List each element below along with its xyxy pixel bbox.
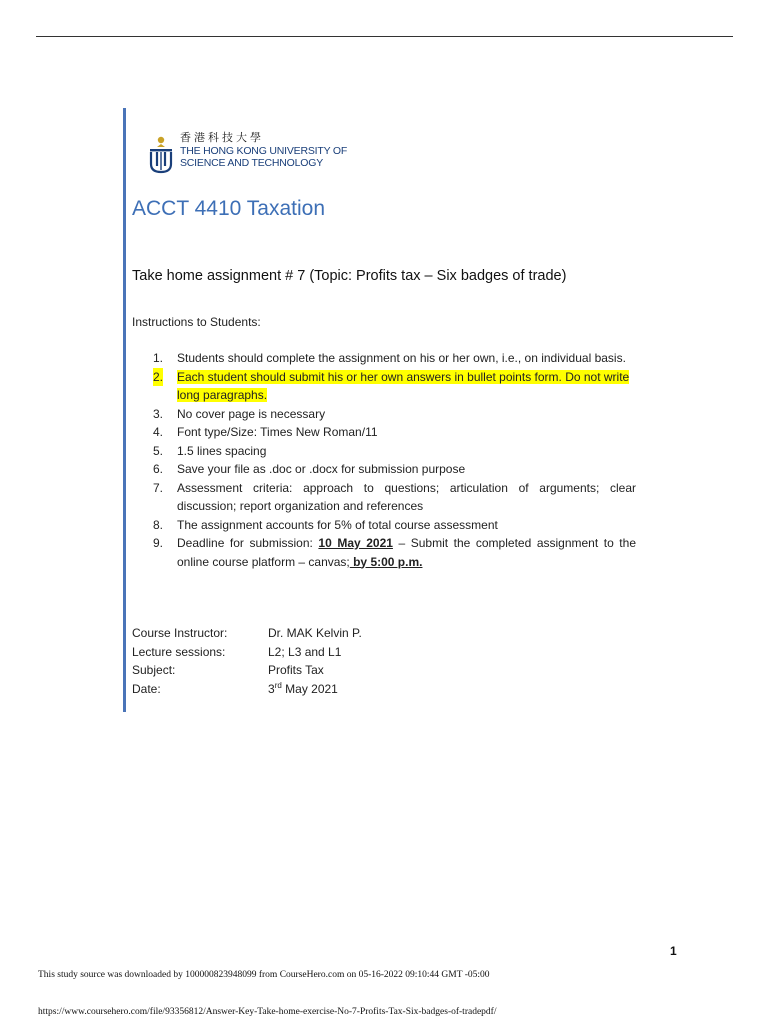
list-item: 4. Font type/Size: Times New Roman/11	[153, 425, 378, 439]
assignment-title: Take home assignment # 7 (Topic: Profits tax – Six badges of trade)	[132, 268, 567, 284]
list-item: 1. Students should complete the assignment on his or her own, i.e., on individual basis.	[153, 351, 626, 365]
instructions-list	[153, 349, 636, 571]
list-item-text: Each student should submit his or her own answers in bullet points form. Do not write long paragraphs.	[177, 369, 630, 402]
logo-chinese-name: 香港科技大學	[180, 131, 264, 144]
list-item-text: Students should complete the assignment on his or her own, i.e., on individual basis.	[177, 351, 626, 365]
instructor-value: Dr. MAK Kelvin P.	[268, 626, 362, 640]
list-item-text: No cover page is necessary	[177, 406, 326, 421]
list-item-text: Font type/Size: Times New Roman/11	[177, 425, 378, 439]
list-item: 8. The assignment accounts for 5% of total course assessment	[153, 517, 498, 532]
download-notice: This study source was downloaded by 100000823948099 from CourseHero.com on 05-16-2022 09:10:44 GMT -05:00	[38, 970, 490, 980]
list-item-text: The assignment accounts for 5% of total course assessment	[177, 517, 498, 532]
date-value: 3rd May 2021	[268, 681, 338, 697]
list-item: 5. 1.5 lines spacing	[153, 443, 267, 458]
list-item-deadline: 9. Deadline for submission: 10 May 2021 – Submit the completed assignment to the online course platform – canvas; by 5:00 p.m.	[153, 536, 636, 569]
course-info	[132, 624, 362, 699]
list-item-text: Save your file as .doc or .docx for submission purpose	[177, 462, 466, 476]
list-item: 6. Save your file as .doc or .docx for submission purpose	[153, 462, 466, 476]
subject-value: Profits Tax	[268, 663, 324, 678]
deadline-time: by 5:00 p.m.	[349, 554, 423, 569]
date-row: Date: 3rd May 2021	[132, 680, 362, 699]
left-accent-bar	[123, 108, 126, 712]
logo-english-line2: SCIENCE AND TECHNOLOGY	[180, 157, 324, 169]
subject-row: Subject: Profits Tax	[132, 661, 362, 680]
list-item: 7. Assessment criteria: approach to questions; articulation of arguments; clear discussion; report organization and references	[153, 480, 636, 513]
lecture-row: Lecture sessions: L2; L3 and L1	[132, 643, 362, 662]
instructions-heading: Instructions to Students:	[132, 315, 261, 329]
university-emblem-icon	[148, 133, 176, 175]
lecture-value: L2; L3 and L1	[268, 644, 342, 659]
course-title: ACCT 4410 Taxation	[132, 197, 326, 220]
source-url[interactable]: https://www.coursehero.com/file/93356812/Answer-Key-Take-home-exercise-No-7-Profits-Tax-Six-badges-of-tradepdf/	[38, 1007, 497, 1017]
deadline-date: 10 May 2021	[318, 536, 393, 550]
list-item-text: 1.5 lines spacing	[177, 443, 267, 458]
instructor-row: Course Instructor: Dr. MAK Kelvin P.	[132, 624, 362, 643]
list-item-text: Assessment criteria: approach to questions; articulation of arguments; clear discussion; report organization and references	[177, 480, 636, 513]
top-rule	[36, 36, 733, 37]
list-item: 3. No cover page is necessary	[153, 406, 326, 421]
list-item-highlighted: 2. Each student should submit his or her own answers in bullet points form. Do not write long paragraphs.	[153, 369, 630, 402]
logo-english-line1: THE HONG KONG UNIVERSITY OF	[180, 145, 348, 157]
page-number: 1	[670, 944, 677, 958]
